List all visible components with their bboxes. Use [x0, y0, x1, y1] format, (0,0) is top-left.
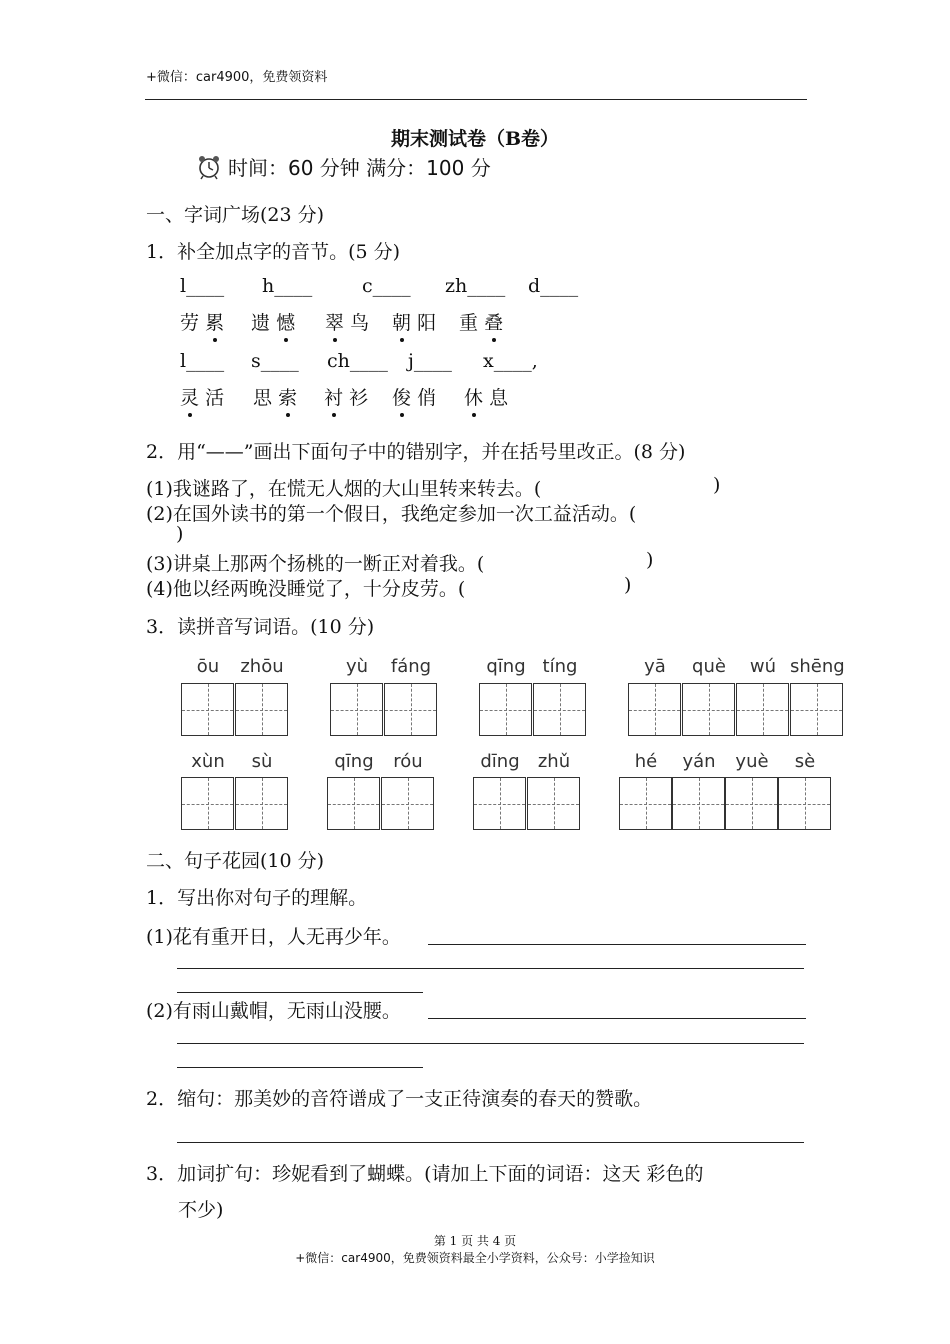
writing-cell[interactable]	[628, 683, 681, 736]
q1-word-4: 朝 阳	[392, 312, 437, 334]
q3-prompt: 3．读拼音写词语。(10 分)	[146, 616, 375, 638]
q1-initial-3: c____	[362, 275, 411, 297]
header-watermark: +微信：car4900，免费领资料	[146, 70, 328, 85]
writing-cell[interactable]	[181, 777, 234, 830]
writing-cell[interactable]	[235, 777, 288, 830]
page-title: 期末测试卷（B卷）	[390, 128, 560, 150]
page-number: 第 1 页 共 4 页	[433, 1234, 517, 1248]
q1-initial-8: ch____	[327, 350, 388, 372]
q2-prompt: 2．用“——”画出下面句子中的错别字，并在括号里改正。(8 分)	[146, 441, 686, 463]
s2-q3-cont: 不少)	[178, 1199, 224, 1221]
q1-initial-10: x____,	[483, 350, 538, 372]
q1-word-2: 遗 憾	[251, 312, 296, 334]
pinyin-label: fáng	[390, 656, 432, 677]
pinyin-label: zhǔ	[537, 751, 571, 772]
answer-line[interactable]	[177, 992, 423, 993]
pinyin-label: zhōu	[240, 656, 284, 677]
q2-item-4: (4)他以经两晚没睡觉了，十分皮劳。(	[146, 578, 466, 600]
answer-line[interactable]	[177, 968, 804, 969]
answer-line[interactable]	[428, 944, 806, 945]
writing-cell[interactable]	[330, 683, 383, 736]
writing-cell[interactable]	[790, 683, 843, 736]
writing-cell[interactable]	[235, 683, 288, 736]
q1-initial-1: l____	[180, 275, 225, 297]
section1-heading: 一、字词广场(23 分)	[146, 204, 325, 226]
q1-word-3: 翠 鸟	[325, 312, 370, 334]
footer-watermark: +微信：car4900，免费领资料最全小学资料，公众号：小学捡知识	[295, 1251, 655, 1265]
pinyin-label: dīng	[480, 751, 520, 772]
writing-cell[interactable]	[527, 777, 580, 830]
answer-line[interactable]	[177, 1142, 804, 1143]
q2-item-4-close: )	[624, 574, 632, 596]
q1-prompt: 1．补全加点字的音节。(5 分)	[146, 241, 401, 263]
q1-initial-5: d____	[528, 275, 579, 297]
s2-q1-item-2: (2)有雨山戴帽，无雨山没腰。	[146, 1000, 401, 1022]
writing-cell[interactable]	[533, 683, 586, 736]
q1-initial-4: zh____	[445, 275, 506, 297]
q2-item-3: (3)讲桌上那两个扬桃的一断正对着我。(	[146, 553, 485, 575]
pinyin-label: qīng	[334, 751, 374, 772]
section2-heading: 二、句子花园(10 分)	[146, 850, 325, 872]
q1-word-7: 思 索	[253, 387, 298, 409]
writing-cell[interactable]	[672, 777, 725, 830]
pinyin-label: sù	[251, 751, 273, 772]
writing-cell[interactable]	[725, 777, 778, 830]
answer-line[interactable]	[177, 1067, 423, 1068]
pinyin-label: xùn	[191, 751, 225, 772]
s2-q3-prompt: 3．加词扩句：珍妮看到了蝴蝶。(请加上下面的词语：这天 彩色的	[146, 1163, 704, 1185]
writing-cell[interactable]	[619, 777, 672, 830]
writing-cell[interactable]	[327, 777, 380, 830]
pinyin-label: tíng	[542, 656, 578, 677]
q2-item-2-close: )	[176, 523, 184, 545]
time-score-text: 时间：60 分钟 满分：100 分	[228, 156, 491, 180]
pinyin-label: róu	[393, 751, 423, 772]
pinyin-label: qīng	[486, 656, 526, 677]
s2-q1-item-1: (1)花有重开日，人无再少年。	[146, 926, 401, 948]
writing-cell[interactable]	[181, 683, 234, 736]
pinyin-label: wú	[749, 656, 777, 677]
q2-item-1-close: )	[713, 474, 721, 496]
pinyin-label: sè	[794, 751, 816, 772]
pinyin-label: yā	[644, 656, 666, 677]
q2-item-1: (1)我谜路了，在慌无人烟的大山里转来转去。(	[146, 478, 542, 500]
pinyin-label: ōu	[196, 656, 220, 677]
pinyin-label: shēng	[790, 656, 845, 677]
writing-cell[interactable]	[778, 777, 831, 830]
q1-initial-7: s____	[251, 350, 299, 372]
writing-cell[interactable]	[381, 777, 434, 830]
q1-word-1: 劳 累	[180, 312, 225, 334]
writing-cell[interactable]	[479, 683, 532, 736]
s2-q2-prompt: 2．缩句：那美妙的音符谱成了一支正待演奏的春天的赞歌。	[146, 1088, 653, 1110]
q1-word-8: 衬 衫	[324, 387, 369, 409]
q1-initial-2: h____	[262, 275, 313, 297]
header-rule	[145, 99, 807, 100]
writing-cell[interactable]	[682, 683, 735, 736]
answer-line[interactable]	[177, 1043, 804, 1044]
alarm-clock-icon	[196, 154, 222, 180]
q1-word-9: 俊 俏	[392, 387, 437, 409]
writing-cell[interactable]	[384, 683, 437, 736]
pinyin-label: què	[692, 656, 726, 677]
q1-word-10: 休 息	[464, 387, 509, 409]
q1-word-6: 灵 活	[180, 387, 225, 409]
pinyin-label: yuè	[735, 751, 769, 772]
q2-item-2: (2)在国外读书的第一个假日，我绝定参加一次工益活动。(	[146, 503, 637, 525]
q1-word-5: 重 叠	[459, 312, 504, 334]
pinyin-label: yán	[682, 751, 716, 772]
time-line	[196, 152, 491, 181]
pinyin-label: yù	[345, 656, 369, 677]
writing-cell[interactable]	[736, 683, 789, 736]
answer-line[interactable]	[428, 1018, 806, 1019]
q1-initial-9: j____	[408, 350, 452, 372]
q2-item-3-close: )	[646, 549, 654, 571]
q1-initial-6: l____	[180, 350, 225, 372]
pinyin-label: hé	[634, 751, 658, 772]
writing-cell[interactable]	[473, 777, 526, 830]
s2-q1-prompt: 1．写出你对句子的理解。	[146, 887, 368, 909]
